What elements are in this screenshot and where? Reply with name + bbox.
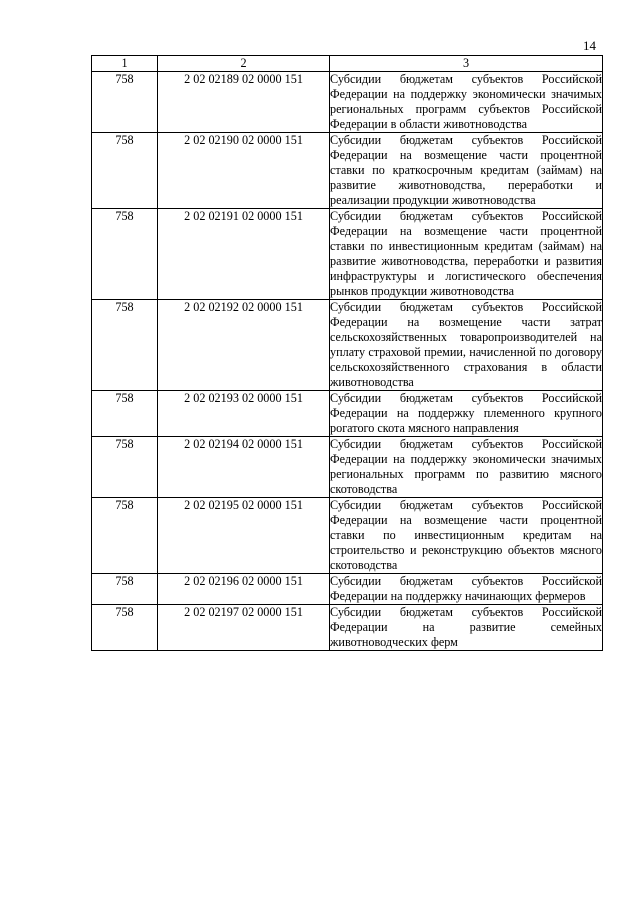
description-line: кредитам (займам) на развитие <box>330 239 602 268</box>
admin-code-cell: 758 <box>92 574 158 605</box>
description-line: животноводства, переработки и развития <box>381 254 602 268</box>
admin-code-cell: 758 <box>92 605 158 651</box>
description-line: Субсидии бюджетам субъектов Российской <box>330 437 602 451</box>
description-line: животноводческих ферм <box>330 635 458 649</box>
admin-code-cell: 758 <box>92 437 158 498</box>
budget-code-cell: 2 02 02197 02 0000 151 <box>158 605 330 651</box>
description-cell <box>330 605 603 651</box>
description-line: Субсидии бюджетам субъектов Российской <box>330 498 602 512</box>
description-cell <box>330 437 603 498</box>
description-line: Субсидии бюджетам субъектов Российской <box>330 133 602 147</box>
header-col-2: 2 <box>158 56 330 72</box>
description-cell <box>330 391 603 437</box>
description-line: Федерации на возмещение части <box>330 224 529 238</box>
description-cell <box>330 133 603 209</box>
description-line: Субсидии бюджетам субъектов Российской <box>330 574 602 588</box>
description-line: субъектов Российской Федерации в <box>330 102 602 131</box>
table-row <box>92 498 603 574</box>
description-line: скотоводства <box>330 558 398 572</box>
description-line: фермеров <box>535 589 586 603</box>
description-line: товаропроизводителей на уплату страховой <box>330 330 602 359</box>
table-header-row <box>92 56 603 72</box>
budget-code-cell: 2 02 02194 02 0000 151 <box>158 437 330 498</box>
budget-code-cell: 2 02 02189 02 0000 151 <box>158 72 330 133</box>
budget-code-table <box>91 55 603 651</box>
description-line: области животноводства <box>399 117 528 131</box>
description-line: животноводства, переработки и реализации <box>330 178 602 207</box>
description-line: значимых региональных программ по <box>330 452 602 481</box>
description-line: инфраструктуры и логистического <box>330 269 526 283</box>
table-row <box>92 72 603 133</box>
description-line: Федерации на возмещение части <box>330 513 529 527</box>
description-cell <box>330 300 603 391</box>
description-line: Федерации на поддержку экономически <box>330 87 546 101</box>
description-line: значимых региональных программ <box>330 87 602 116</box>
table-row <box>92 574 603 605</box>
description-line: Субсидии бюджетам субъектов Российской <box>330 605 602 619</box>
description-line: крупного рогатого скота мясного <box>330 406 603 435</box>
admin-code-cell: 758 <box>92 133 158 209</box>
admin-code-cell: 758 <box>92 300 158 391</box>
description-cell <box>330 209 603 300</box>
description-line: Субсидии бюджетам субъектов Российской <box>330 300 602 314</box>
budget-code-cell: 2 02 02195 02 0000 151 <box>158 498 330 574</box>
description-cell <box>330 72 603 133</box>
description-line: Субсидии бюджетам субъектов Российской <box>330 209 602 223</box>
budget-code-cell: 2 02 02196 02 0000 151 <box>158 574 330 605</box>
description-line: Федерации на поддержку экономически <box>330 452 546 466</box>
page-number: 14 <box>583 38 596 53</box>
description-line: реконструкцию объектов мясного <box>422 543 603 557</box>
header-col-1: 1 <box>92 56 158 72</box>
description-line: процентной ставки по инвестиционным <box>330 224 603 253</box>
table-row <box>92 300 603 391</box>
table-row <box>92 391 603 437</box>
header-col-3: 3 <box>330 56 603 72</box>
admin-code-cell: 758 <box>92 498 158 574</box>
description-line: продукции животноводства <box>392 193 536 207</box>
description-cell <box>330 498 603 574</box>
admin-code-cell: 758 <box>92 72 158 133</box>
description-line: обеспечения рынков продукции <box>330 269 603 298</box>
description-line: животноводства <box>430 284 515 298</box>
description-line: процентной ставки по краткосрочным <box>330 148 603 177</box>
description-line: премии, начисленной по договору <box>424 345 602 359</box>
description-line: кредитам на строительство и <box>330 528 603 557</box>
description-line: Федерации на поддержку начинающих <box>330 589 533 603</box>
description-cell <box>330 574 603 605</box>
budget-code-cell: 2 02 02190 02 0000 151 <box>158 133 330 209</box>
description-line: развитию мясного скотоводства <box>330 467 603 496</box>
description-line: направления <box>453 421 519 435</box>
description-line: области животноводства <box>330 360 602 389</box>
admin-code-cell: 758 <box>92 391 158 437</box>
description-line: Федерации на поддержку племенного <box>330 406 545 420</box>
description-line: Субсидии бюджетам субъектов Российской <box>330 391 602 405</box>
description-line: Субсидии бюджетам субъектов Российской <box>330 72 602 86</box>
description-line: Федерации на возмещение части <box>330 148 529 162</box>
description-line: сельскохозяйственных <box>330 330 447 344</box>
description-line: Федерации на развитие семейных <box>330 620 602 634</box>
description-line: сельскохозяйственного страхования в <box>330 360 548 374</box>
budget-code-cell: 2 02 02192 02 0000 151 <box>158 300 330 391</box>
table-row <box>92 209 603 300</box>
admin-code-cell: 758 <box>92 209 158 300</box>
budget-code-cell: 2 02 02193 02 0000 151 <box>158 391 330 437</box>
description-line: кредитам (займам) на развитие <box>330 163 603 192</box>
description-line: Федерации на возмещение части затрат <box>330 315 602 329</box>
table-row <box>92 437 603 498</box>
description-line: процентной ставки по инвестиционным <box>330 513 603 542</box>
table-row <box>92 133 603 209</box>
table-row <box>92 605 603 651</box>
budget-code-cell: 2 02 02191 02 0000 151 <box>158 209 330 300</box>
